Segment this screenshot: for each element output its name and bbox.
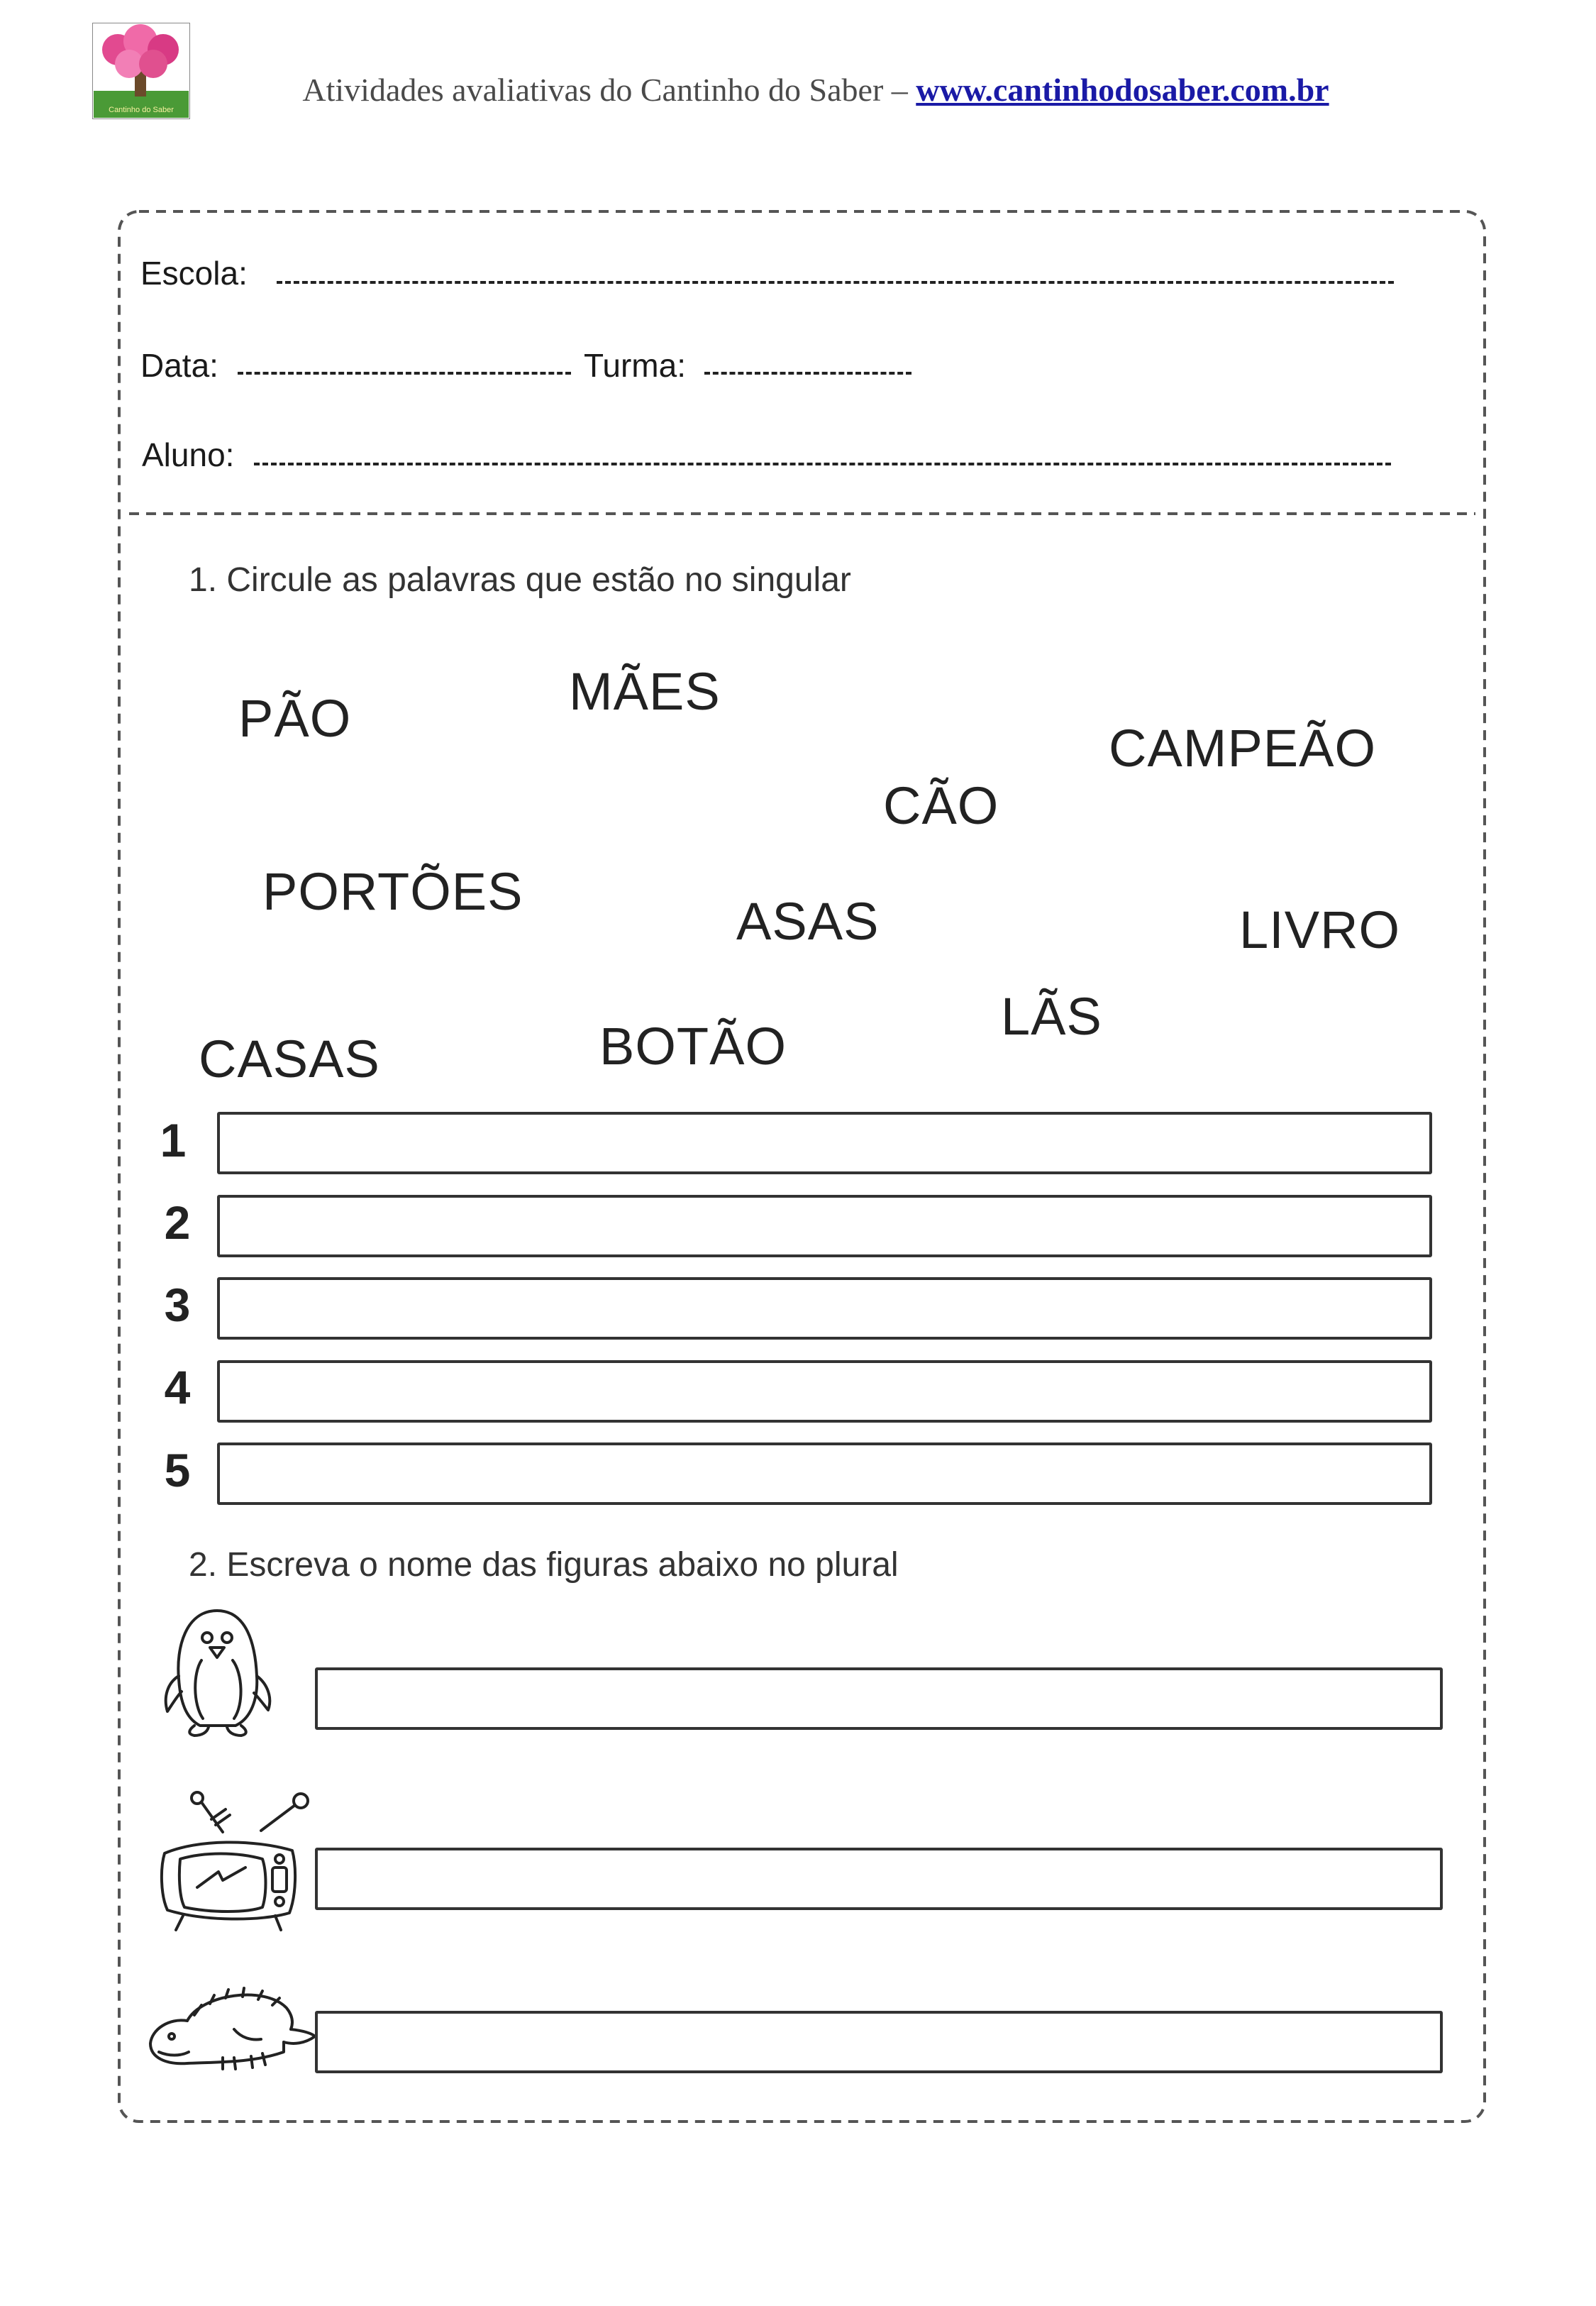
answer-box-1[interactable] [217, 1112, 1432, 1174]
word-asas[interactable]: ASAS [736, 892, 880, 951]
school-field[interactable] [277, 281, 1394, 284]
answer-box-2[interactable] [217, 1195, 1432, 1257]
question-2-prompt: 2. Escreva o nome das figuras abaixo no plural [189, 1546, 899, 1584]
picture-answer-box-1[interactable] [315, 1667, 1443, 1730]
answer-number-2: 2 [164, 1196, 191, 1249]
answer-box-3[interactable] [217, 1277, 1432, 1340]
word-cao[interactable]: CÃO [883, 776, 999, 835]
penguin-icon [157, 1605, 278, 1738]
header-text: Atividades avaliativas do Cantinho do Saber – [302, 72, 916, 108]
answer-number-1: 1 [160, 1114, 187, 1166]
word-botao[interactable]: BOTÃO [599, 1017, 787, 1076]
answer-box-4[interactable] [217, 1360, 1432, 1423]
student-label: Aluno: [142, 436, 235, 473]
date-label: Data: [140, 347, 218, 384]
answer-number-5: 5 [164, 1444, 191, 1496]
school-label: Escola: [140, 255, 248, 292]
answer-box-5[interactable] [217, 1442, 1432, 1505]
word-maes[interactable]: MÃES [569, 662, 721, 721]
answer-number-3: 3 [164, 1279, 191, 1331]
word-portoes[interactable]: PORTÕES [262, 862, 523, 921]
word-campeao[interactable]: CAMPEÃO [1109, 719, 1377, 778]
picture-answer-box-2[interactable] [315, 1848, 1443, 1910]
television-icon [155, 1788, 312, 1933]
word-las[interactable]: LÃS [1001, 987, 1102, 1046]
student-field[interactable] [254, 463, 1391, 465]
class-field[interactable] [704, 372, 911, 375]
logo-caption: Cantinho do Saber [109, 106, 174, 114]
date-field[interactable] [238, 372, 571, 375]
word-pao[interactable]: PÃO [238, 689, 352, 748]
answer-number-4: 4 [164, 1361, 191, 1413]
word-casas[interactable]: CASAS [199, 1030, 380, 1088]
question-1-prompt: 1. Circule as palavras que estão no singular [189, 561, 851, 599]
header-link[interactable]: www.cantinhodosaber.com.br [916, 72, 1329, 108]
dinosaur-icon [145, 1980, 318, 2073]
word-livro[interactable]: LIVRO [1239, 900, 1401, 959]
class-label: Turma: [584, 347, 686, 384]
picture-answer-box-3[interactable] [315, 2011, 1443, 2073]
